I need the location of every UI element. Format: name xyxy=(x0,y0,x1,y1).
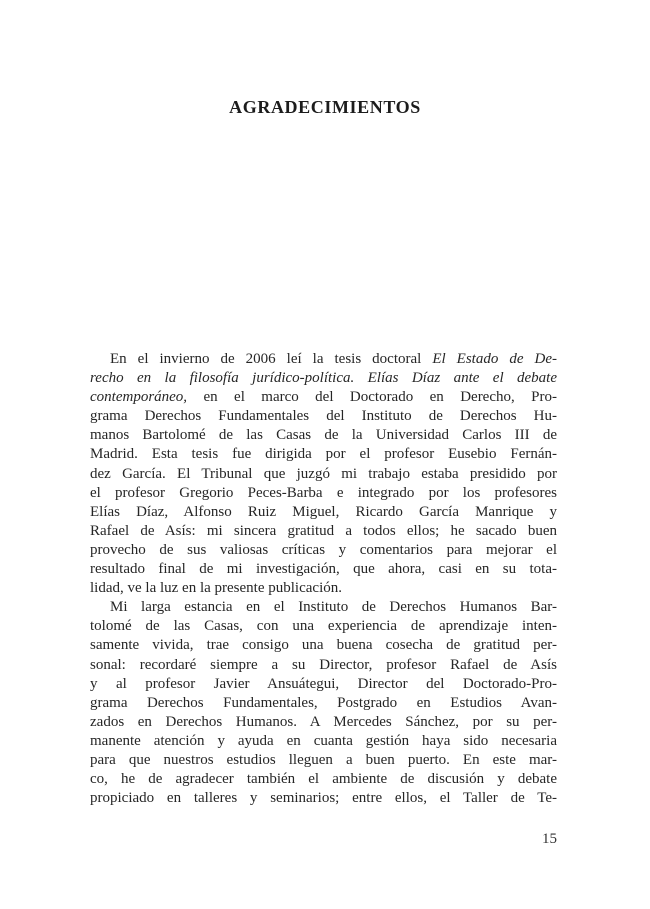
text-line xyxy=(90,751,557,770)
text-line xyxy=(90,713,557,732)
text-line xyxy=(90,407,557,426)
text-run: y al profesor Javier Ansuátegui, Director del Doctorado-Pro- xyxy=(90,675,557,692)
page-title: AGRADECIMIENTOS xyxy=(229,97,421,117)
italic-text-run: contemporáneo, xyxy=(90,389,188,406)
text-line xyxy=(90,484,557,503)
text-line xyxy=(90,598,557,617)
text-run: manos Bartolomé de las Casas de la Universidad Carlos III de xyxy=(90,427,557,444)
text-line xyxy=(90,789,557,808)
text-run: Mi larga estancia en el Instituto de Derechos Humanos Bar- xyxy=(110,599,557,616)
text-run: grama Derechos Fundamentales del Instituto de Derechos Hu- xyxy=(90,408,557,425)
text-run: resultado final de mi investigación, que ahora, casi en su tota- xyxy=(90,561,557,578)
text-run: provecho de sus valiosas críticas y comentarios para mejorar el xyxy=(90,541,557,558)
text-run: sonal: recordaré siempre a su Director, profesor Rafael de Asís xyxy=(90,656,557,673)
italic-text-run: El Estado de De- xyxy=(432,351,558,367)
text-line xyxy=(90,503,557,522)
italic-text-run: recho en la filosofía jurídico-política. Elías Díaz ante el debate xyxy=(90,370,557,387)
text-line xyxy=(90,541,557,560)
text-line xyxy=(90,656,557,675)
text-run: manente atención y ayuda en cuanta gestión haya sido necesaria xyxy=(90,732,557,749)
text-run: lidad, ve la luz en la presente publicación. xyxy=(90,580,342,597)
text-line xyxy=(90,388,557,407)
text-run: En el invierno de 2006 leí la tesis doctoral xyxy=(110,351,433,367)
text-line xyxy=(90,617,557,636)
text-run: el profesor Gregorio Peces-Barba e integrado por los profesores xyxy=(90,484,557,501)
text-line xyxy=(90,694,557,713)
text-line xyxy=(90,636,557,655)
text-run: Rafael de Asís: mi sincera gratitud a todos ellos; he sacado buen xyxy=(90,522,557,539)
text-run: co, he de agradecer también el ambiente de discusión y debate xyxy=(90,771,557,788)
text-line xyxy=(90,426,557,445)
text-line xyxy=(90,732,557,751)
text-run: samente vivida, trae consigo una buena cosecha de gratitud per- xyxy=(90,637,557,654)
text-run: tolomé de las Casas, con una experiencia de aprendizaje inten- xyxy=(90,618,557,635)
text-line xyxy=(90,522,557,541)
text-line xyxy=(90,579,557,598)
page-number: 15 xyxy=(542,831,557,847)
text-block xyxy=(90,350,557,808)
text-line xyxy=(90,369,557,388)
text-run: grama Derechos Fundamentales, Postgrado en Estudios Avan- xyxy=(90,694,557,711)
text-run: en el marco del Doctorado en Derecho, Pro- xyxy=(187,389,557,406)
text-run: propiciado en talleres y seminarios; entre ellos, el Taller de Te- xyxy=(90,790,557,807)
text-line xyxy=(90,465,557,484)
text-line xyxy=(90,445,557,464)
text-line xyxy=(90,560,557,579)
text-line xyxy=(90,350,557,369)
text-line xyxy=(90,675,557,694)
text-line xyxy=(90,770,557,789)
text-run: para que nuestros estudios lleguen a buen puerto. En este mar- xyxy=(90,751,557,768)
text-run: Elías Díaz, Alfonso Ruiz Miguel, Ricardo García Manrique y xyxy=(90,503,557,520)
text-run: dez García. El Tribunal que juzgó mi trabajo estaba presidido por xyxy=(90,465,557,482)
text-run: Madrid. Esta tesis fue dirigida por el profesor Eusebio Fernán- xyxy=(90,446,557,463)
text-run: zados en Derechos Humanos. A Mercedes Sánchez, por su per- xyxy=(90,713,557,730)
